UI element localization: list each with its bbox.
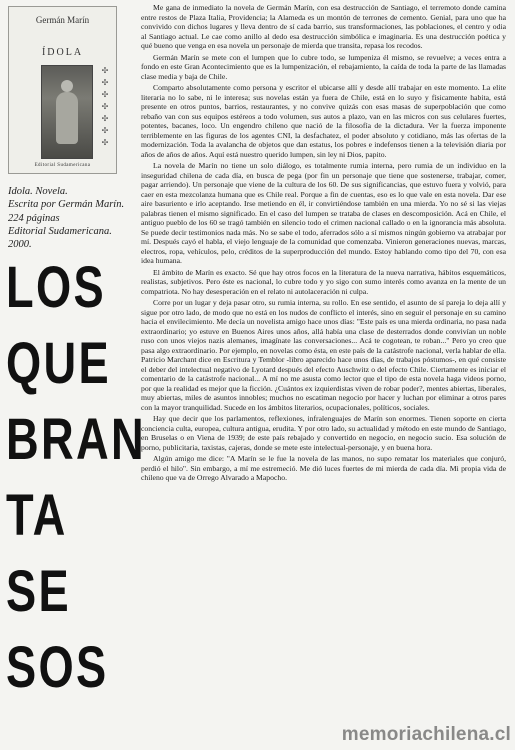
headline-line: SE — [6, 559, 72, 624]
book-info-caption — [8, 185, 126, 251]
book-info-line: Editorial Sudamericana. — [8, 225, 112, 237]
cover-title: ÍDOLA — [41, 47, 84, 58]
book-info-line: Idola. Novela. — [8, 186, 68, 197]
headline-line: SOS — [6, 635, 109, 700]
figure-body — [56, 92, 78, 144]
cover-publisher: Editorial Sudamericana — [34, 163, 91, 168]
book-info-line: 224 páginas — [8, 212, 60, 224]
cover-figure-illustration — [41, 65, 93, 159]
article-headline — [6, 250, 147, 706]
article-paragraph: El ámbito de Marín es exacto. Sé que hay otros focos en la literatura de la nueva narrativa, hábitos esquemáticos, realistas, subjetivos. Pero éste es nacional, lo cubre todo y yo sigo con sumo interés como avanza en la mente de un compatriota. No hay desesperación en el relato ni autolaceración ni culpa. — [141, 267, 506, 296]
article-paragraph: Hay que decir que los parlamentos, reflexiones, infralenguajes de Marín son enormes. Tienen soporte en cierta conciencia culta, europea, cultura antigua, erudita. Y por otro lado, su actualidad y método en este mundo de Santiago, en Bruselas o en Viena de 1939; de este país rebajado y convertido en negocio, en negocio sucio. Esa solución de porno, publicitaria, taxistas, cajeras, donde se mete este intelectual-personaje, y en buena hora. — [141, 414, 506, 452]
book-info-line: Escrita por Germán Marín. — [8, 199, 125, 211]
article-paragraph: Me gana de inmediato la novela de Germán Marín, con esa destrucción de Santiago, el terremoto donde camina entre restos de Plaza Italia, Providencia; la Alameda es un montón de terrones de cemento. Genial, para uno que ha convivido con dichos lugares y lleva dentro de sí cada barrio, sus transformaciones, las poblaciones, el centro y odia al Santiago actual. Le cae como anillo al dedo esa destrucción simbólica e imaginaria. Es una destrucción poética y qué bueno que venga en esa novela un personaje de mierda que transita, repasa los recodos. — [141, 3, 506, 50]
article-paragraph: Comparto absolutamente como persona y escritor el ubicarse allí y desde allí trabajar en este momento. La elite literaria no lo sabe, ni le interesa; sus novelas están ya fuera de Chile, está en lo suyo y físicamente habita, está presente en otros puntos, barrios, restaurantes, y no convive quizás con esas masas de superpoblación que como rebaño van con sus equipos estéreos a todo volumen, sus autos a plazo, van en las micros con sus celulares fuertes, potentes, bacanes, loco. Un engendro chileno que nació de la filosofía de la dictadura. Ver la fuerza imponente terriblemente en las figuras de los agentes CNI, la desfachatez, el poder absoluto y cotidiano, más las ofertas de la modernización. Toda la avalancha de objetos que dan estatus, los pobres e indefensos tienen a la televisión diaria por años de años de años. Aquí está nuestro querido lumpen, sin ley ni Dios, papito. — [141, 83, 506, 159]
figure-head — [61, 80, 73, 92]
cover-ornament: ✣ ✣ ✣ ✣ ✣ ✣ ✣ — [101, 66, 109, 147]
headline-line: BRAN — [6, 407, 147, 472]
site-watermark: memoriachilena.cl — [341, 724, 511, 745]
cover-author: Germán Marín — [35, 15, 90, 25]
headline-line: LOS — [6, 255, 107, 320]
book-cover-image — [8, 6, 117, 174]
article-paragraph: Corre por un lugar y deja pasar otro, su rumia interna, su rollo. En ese sentido, el asunto de sí pareja lo deja allí y sigue por otro lado, de modo que no está en los nudos de conflicto el interés, sino en seguir el personaje en su camino hacia el envilecimiento. Me decía un novelista amigo hace unos días: "Este país es una mierda ordinaria, no pasa nada extraordinario; yo estuve en Buenos Aires unos años, allá había una clase de desterrados donde convivían un noble ruso con unos viejos nazis alemanes, imagínate las conversaciones... Acá te cogotean, te roban..." Pero yo creo que pasa algo extraordinario. Por ejemplo, en novelas como ésta, en este país de la catástrofe nacional, verla hablar de ella. Patricio Marchant dice en Escritura y Temblor -libro aparecido hace unos días, de trabajos póstumos-, en qué consiste el deber del intelectual negativo de Lyotard después del efecto Auschwitz o del efecto Chile. Ciertamente es iniciar el comentario de la catástrofe nacional... A mí no me asusta como lector que el tipo de esta novela haga videos porno, por que la realidad es mejor que la ficción. ¿Cuántos ex izquierdistas viven de robar poder?, mentes abiertas, liberales, muy abiertas, miles de asuntos innobles; muchos no escatiman negocio por hacer y luchan por eliminar a otros pares con la mayor tranquilidad. Sucede en los ámbitos literarios, ocupacionales, políticos, sociales. — [141, 298, 507, 412]
article-paragraph: Algún amigo me dice: "A Marín se le fue la novela de las manos, no supo rematar los materiales que conjuró, perdió el hilo". Sin embargo, a mí me estremeció. Me dió luces fuertes de mi mierda de cada día. Mi propia vida de chileno que va de Orrego Alvarado a Mapocho. — [141, 454, 506, 482]
book-info-line: 2000. — [8, 239, 32, 251]
article-body — [141, 3, 506, 485]
headline-line: TA — [6, 483, 68, 548]
article-paragraph: La novela de Marín no tiene un solo diálogo, es totalmente rumia interna, pero rumia de un individuo en la inseguridad chilena de cada día, en busca de pega (por fin un personaje que tiene que sostenerse, trabajar, comer, pagar arriendo). Un personaje que viene de la cultura de los 60. De sus significancias, que estuvo fuera y volvió, para caer en esta mezcolanza humana que es Chile real. Porque a fin de cuentas, eso es lo que vale en esta novela. Dar ese aire basuriento e irlo aceptando. Irse metiendo en él, ir convirtiéndose también en una mierda. Yo no sé si las viejas palabras tienen el mismo significado. En el caso del lumpen se trataba de clases en descomposición. Acá en Chile, el antiguo pueblo de los 60 se tragó también en silencio todo el crimen nacional callado o en la ignorancia más absoluta. Se puede decir testimonios nada más. No se sabe el todo, aferrados sólo a sí mismos ningún gobierno va atrabajar por mí. Después cayó el habla, el viejo lenguaje de la comunidad que comenzaba. Vinieron generaciones nuevas, marcas, electros, ropa, vehículos, pelo, créditos de la superproducción del mundo. Estoy hablando como tipo del 70, con esa idea humana. — [141, 161, 506, 265]
article-paragraph: Germán Marín se mete con el lumpen que lo cubre todo, se lumpeniza él mismo, se revuelve; a veces entra a fondo en este Gran Acontecimiento que es la lumpenización, el rebajamiento, la caída de toda la parte de las llamadas clase media y baja de Chile. — [141, 52, 506, 81]
headline-line: QUE — [6, 331, 112, 396]
